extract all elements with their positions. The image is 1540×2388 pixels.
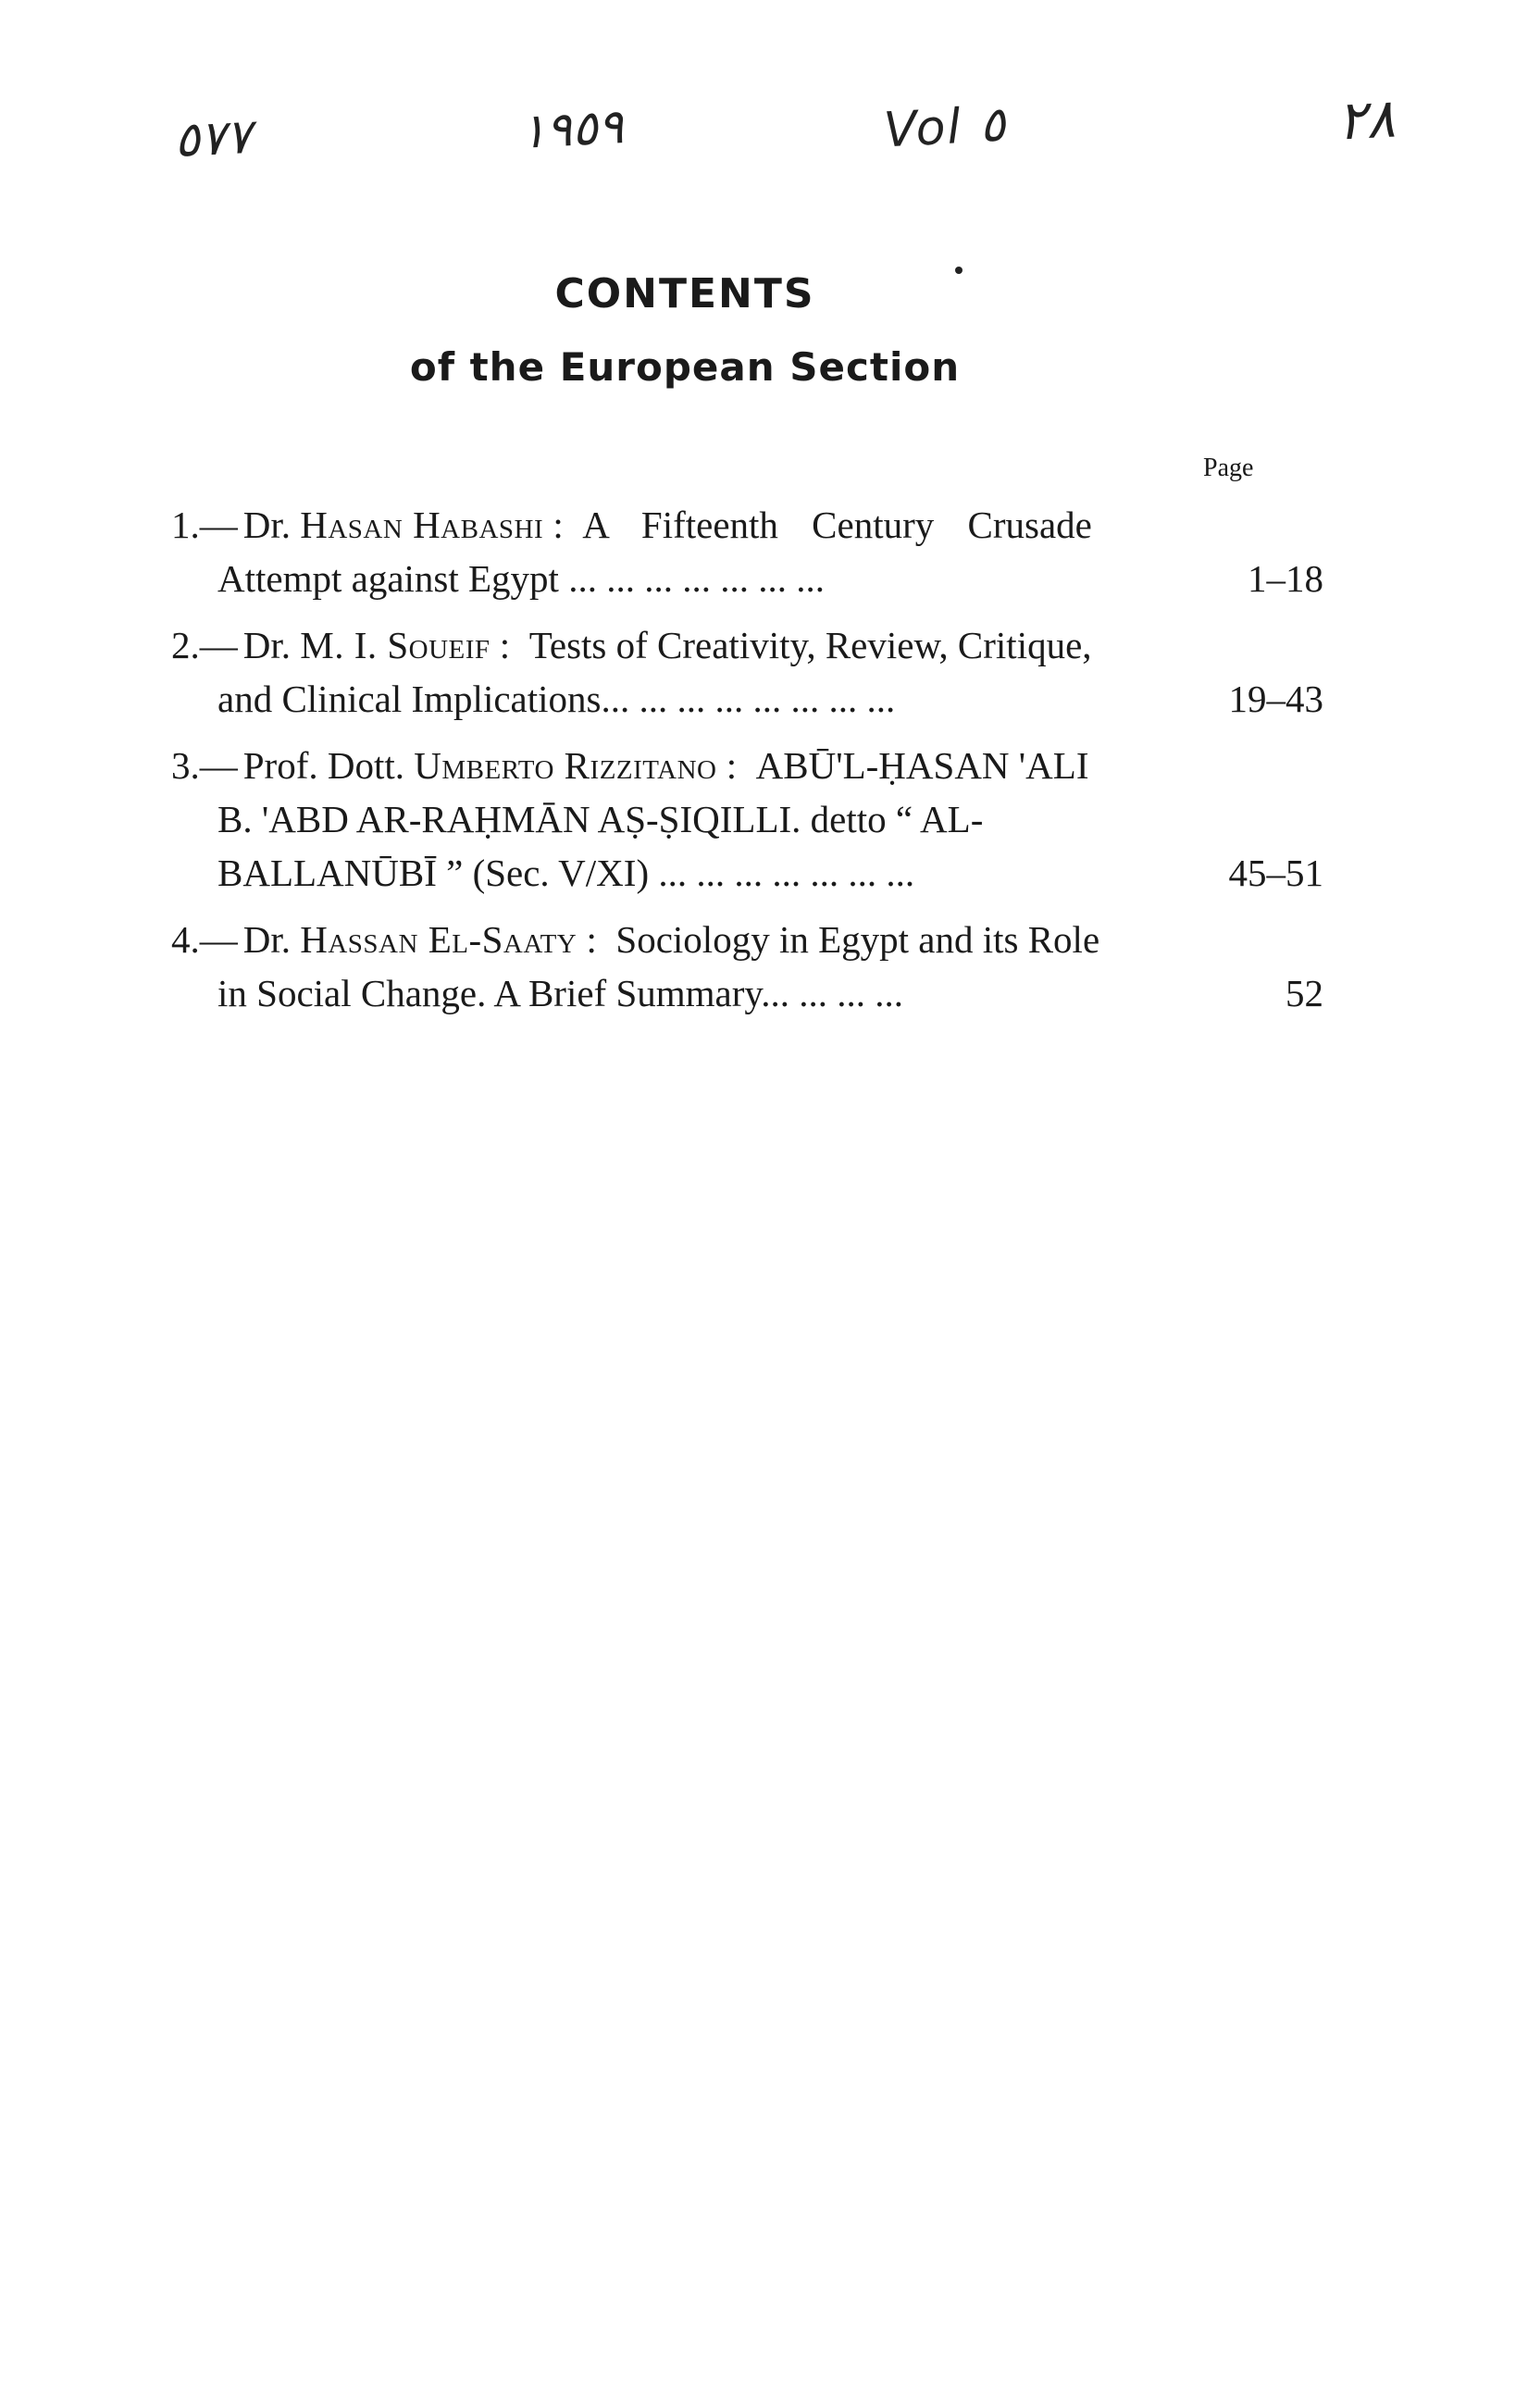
entry-author: M. I. Soueif: [300, 624, 491, 666]
page-title: CONTENTS: [554, 270, 815, 317]
entry-separator: :: [553, 504, 564, 546]
entry-title-line: Attempt against Egypt ... ... ... ... ... ... ...: [217, 557, 825, 600]
table-of-contents: [171, 498, 1323, 1033]
entry-page: 1–18: [1248, 557, 1323, 600]
entry-separator: :: [726, 744, 738, 787]
handwritten-annotation: ٢٨: [1335, 86, 1397, 153]
entry-title-line: ABŪ'L-ḤASAN 'ALI: [755, 744, 1089, 787]
entry-author-title: Dr.: [242, 624, 291, 666]
entry-page: 52: [1285, 972, 1323, 1014]
entry-number: 3.—: [171, 744, 238, 787]
entry-author-title: Dr.: [242, 504, 291, 546]
handwritten-annotation: ٥٧٧: [172, 108, 254, 169]
entry-author: Hassan El-Saaty: [300, 918, 578, 961]
entry-author: Umberto Rizzitano: [414, 744, 717, 787]
entry-number: 1.—: [171, 504, 238, 546]
entry-title-line: BALLANŪBĪ ” (Sec. V/XI) ... ... ... ... ... ... ...: [217, 852, 915, 894]
entry-title-line: B. 'ABD AR-RAḤMĀN AṢ-ṢIQILLI. detto “ AL-: [217, 798, 984, 840]
entry-page: 45–51: [1228, 852, 1323, 894]
entry-title-line: Sociology in Egypt and its Role: [615, 918, 1100, 961]
entry-title-line: A Fifteenth Century Crusade: [582, 504, 1092, 546]
entry-author-title: Prof. Dott.: [242, 744, 404, 787]
toc-entry: [171, 498, 1323, 605]
entry-author-title: Dr.: [242, 918, 291, 961]
handwritten-annotation: Vol ٥: [882, 96, 1007, 159]
entry-title-line: Tests of Creativity, Review, Critique,: [528, 624, 1092, 666]
entry-page: 19–43: [1228, 678, 1323, 720]
entry-title-line: in Social Change. A Brief Summary... ... ... ...: [217, 972, 903, 1014]
entry-author: Hasan Habashi: [300, 504, 544, 546]
entry-number: 2.—: [171, 624, 238, 666]
entry-separator: :: [499, 624, 511, 666]
entry-title-line: and Clinical Implications... ... ... ... ... ... ... ...: [217, 678, 896, 720]
page-column-label: Page: [1203, 454, 1254, 482]
entry-number: 4.—: [171, 918, 238, 961]
entry-separator: :: [586, 918, 597, 961]
page-subtitle: of the European Section: [409, 344, 961, 390]
toc-entry: [171, 913, 1323, 1020]
toc-entry: [171, 739, 1323, 900]
toc-entry: [171, 618, 1323, 726]
handwritten-annotation: ١٩٥٩: [518, 99, 626, 160]
